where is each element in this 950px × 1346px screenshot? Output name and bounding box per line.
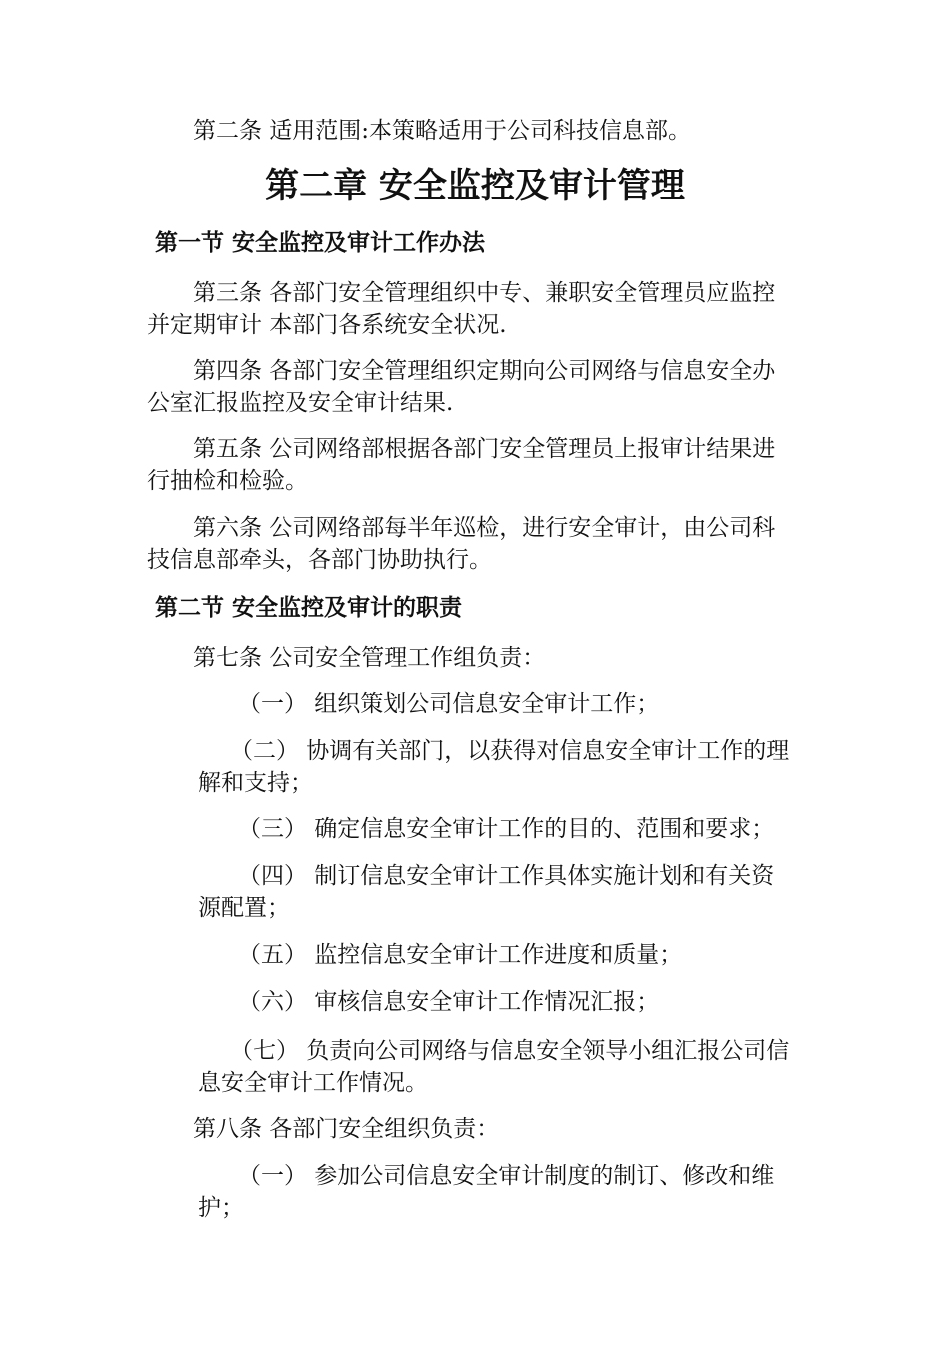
- article-7: 第七条 公司安全管理工作组负责：: [193, 645, 546, 671]
- article-5-line-2: 行抽检和检验。: [147, 468, 308, 494]
- article-7-item-4-line-2: 源配置；: [198, 895, 290, 921]
- article-3-line-1: 第三条 各部门安全管理组织中专、兼职安全管理员应监控: [193, 280, 776, 306]
- article-7-item-7-line-2: 息安全审计工作情况。: [198, 1070, 428, 1096]
- article-6-line-1: 第六条 公司网络部每半年巡检，进行安全审计，由公司科: [193, 515, 776, 541]
- article-7-item-7-line-1: （七） 负责向公司网络与信息安全领导小组汇报公司信: [230, 1038, 790, 1064]
- article-7-item-3: （三） 确定信息安全审计工作的目的、范围和要求；: [238, 816, 775, 842]
- article-8-item-1-line-1: （一） 参加公司信息安全审计制度的制订、修改和维: [238, 1163, 775, 1189]
- section-1-title: 第一节 安全监控及审计工作办法: [155, 229, 486, 256]
- article-7-item-6: （六） 审核信息安全审计工作情况汇报；: [238, 989, 660, 1015]
- article-8: 第八条 各部门安全组织负责：: [193, 1116, 500, 1142]
- article-7-item-1: （一） 组织策划公司信息安全审计工作；: [238, 691, 660, 717]
- article-3-line-2: 并定期审计 本部门各系统安全状况.: [147, 312, 507, 338]
- article-2-scope: 第二条 适用范围:本策略适用于公司科技信息部。: [193, 118, 692, 144]
- article-4-line-2: 公室汇报监控及安全审计结果.: [147, 390, 454, 416]
- section-2-title: 第二节 安全监控及审计的职责: [155, 594, 463, 621]
- article-6-line-2: 技信息部牵头，各部门协助执行。: [147, 547, 492, 573]
- article-8-item-1-line-2: 护；: [198, 1195, 244, 1221]
- article-7-item-2-line-1: （二） 协调有关部门，以获得对信息安全审计工作的理: [230, 738, 790, 764]
- article-4-line-1: 第四条 各部门安全管理组织定期向公司网络与信息安全办: [193, 358, 776, 384]
- article-5-line-1: 第五条 公司网络部根据各部门安全管理员上报审计结果进: [193, 436, 776, 462]
- article-7-item-4-line-1: （四） 制订信息安全审计工作具体实施计划和有关资: [238, 863, 775, 889]
- article-7-item-5: （五） 监控信息安全审计工作进度和质量；: [238, 942, 683, 968]
- article-7-item-2-line-2: 解和支持；: [198, 770, 313, 796]
- chapter-title: 第二章 安全监控及审计管理: [265, 166, 685, 206]
